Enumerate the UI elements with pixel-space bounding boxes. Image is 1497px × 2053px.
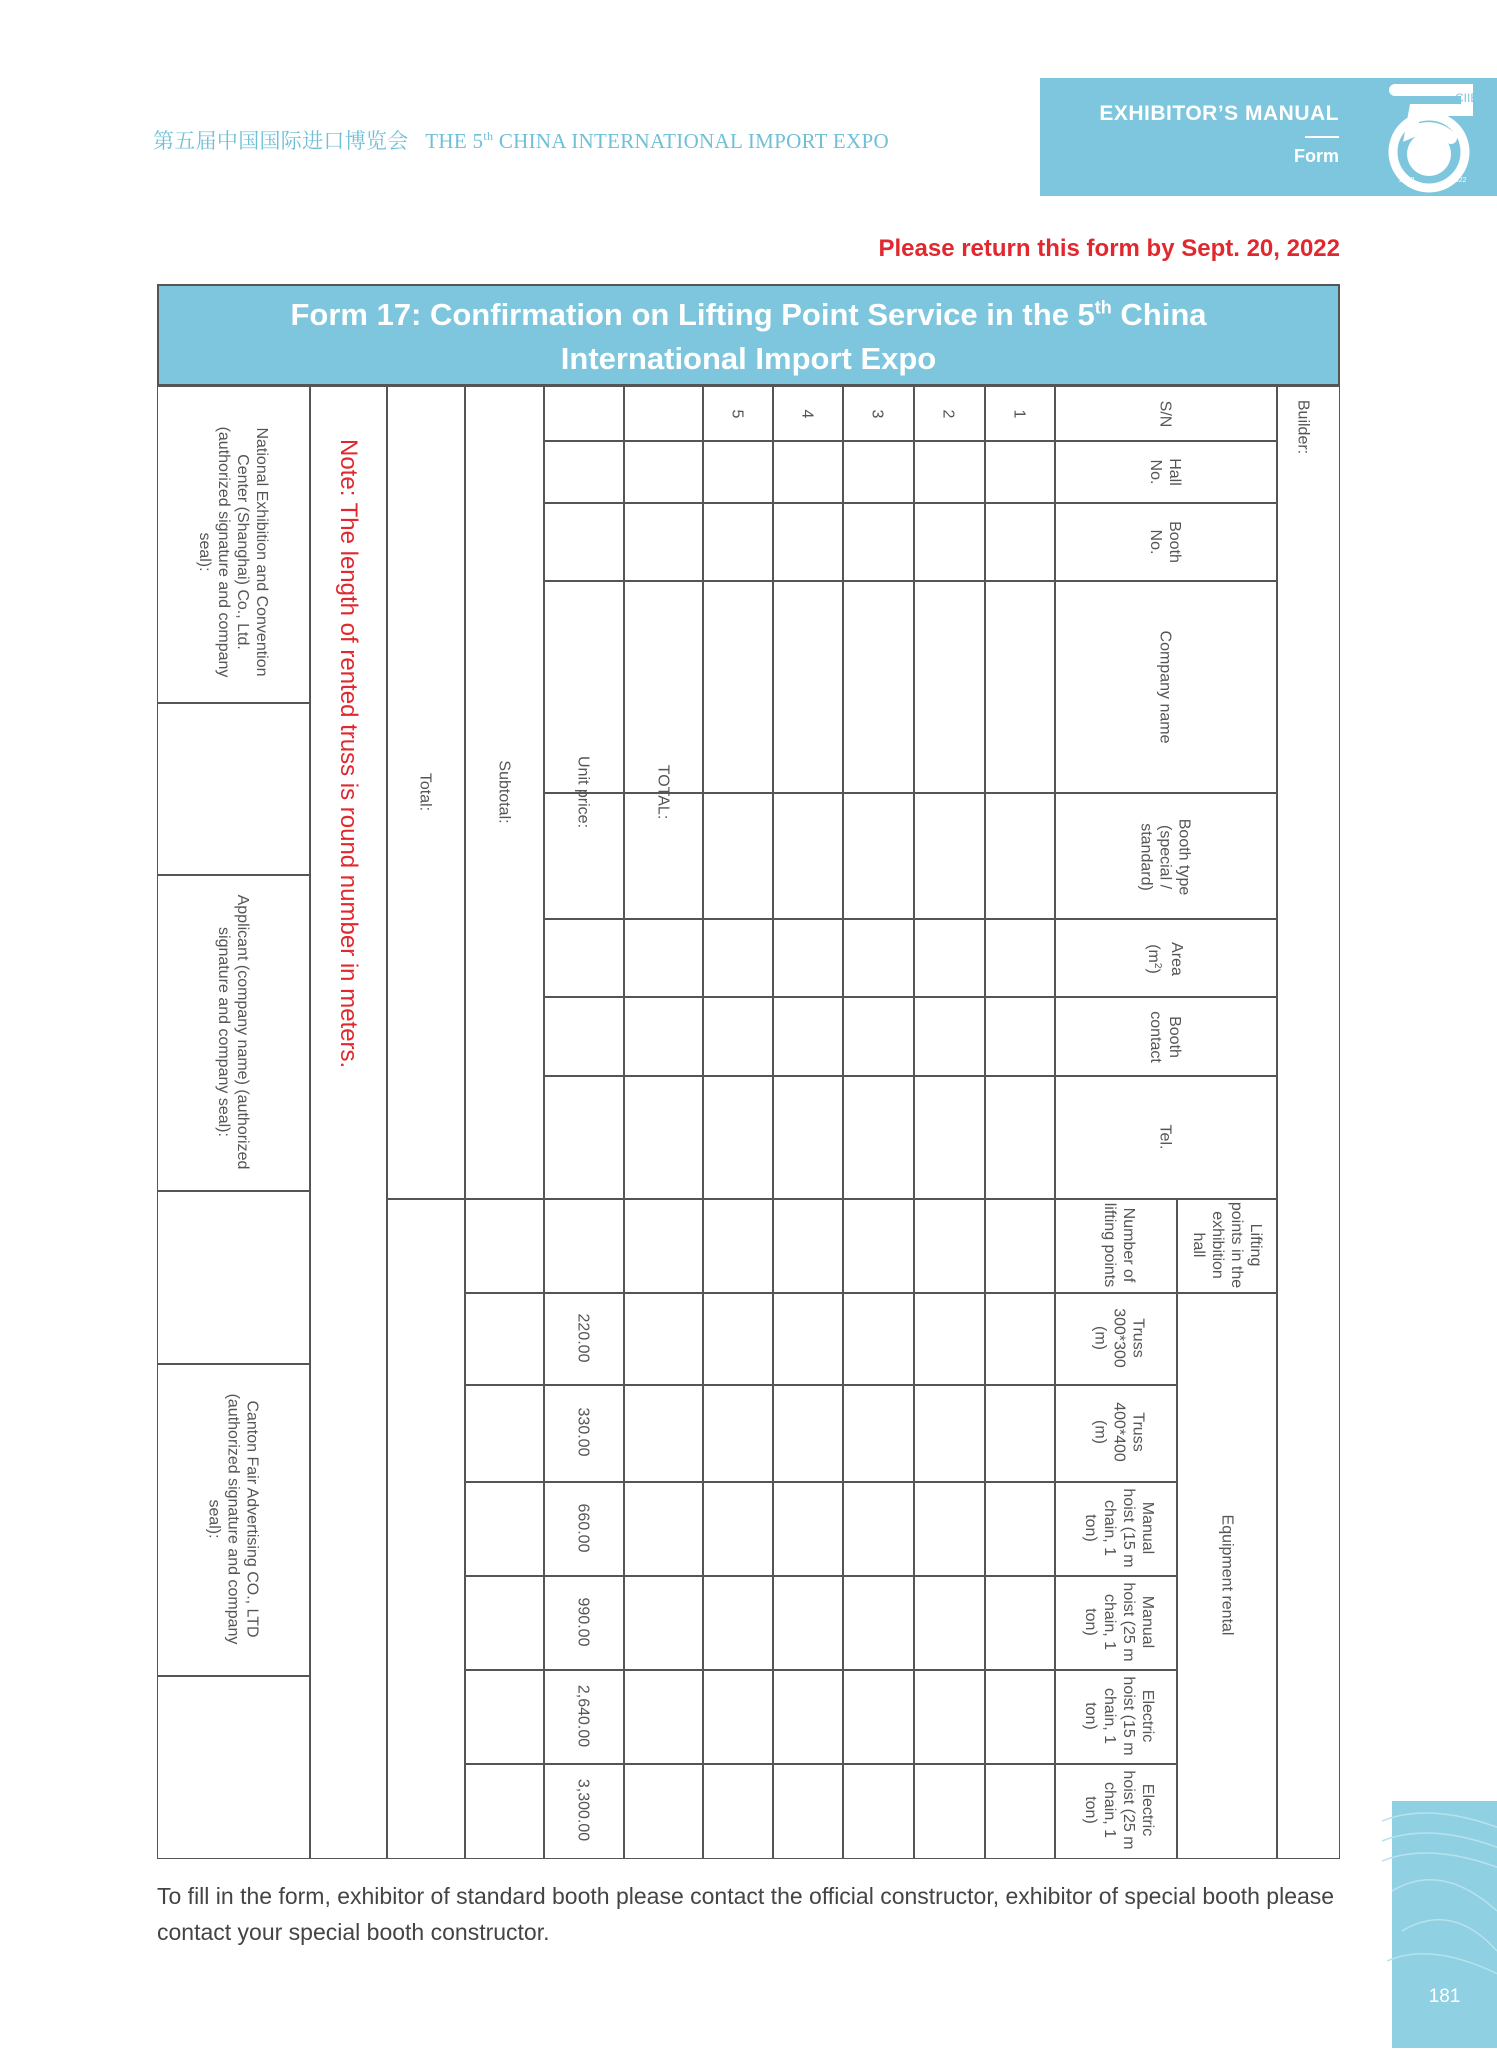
page-number: 181: [1428, 1986, 1461, 2007]
col-header-number-of-lifting-points: Number of lifting points: [1101, 1202, 1137, 1288]
section-label: Form: [1294, 146, 1339, 166]
row-number-1: 1: [1010, 409, 1028, 419]
col-header-company-name: Company name: [1156, 630, 1174, 744]
col-header-area: Area $(m^2)$: [1144, 942, 1186, 976]
unit-price-label: Unit price:: [574, 755, 592, 829]
col-header-truss-400: Truss 400*400 (m): [1091, 1402, 1147, 1462]
ciie-logo-icon: [1375, 82, 1479, 194]
lifting-point-form-table: [157, 386, 1340, 1859]
row-number-3: 3: [868, 409, 886, 419]
row-number-4: 4: [798, 409, 816, 419]
col-header-manual-hoist-25: Manual hoist (25 m chain, 1 ton): [1082, 1582, 1156, 1662]
signature-necc: National Exhibition and Convention Center (Shanghai) Co., Ltd. (authorized signature and company seal):: [196, 426, 270, 678]
unit-price-truss-400: 330.00: [574, 1407, 592, 1457]
col-header-hall-no: Hall No.: [1147, 458, 1183, 486]
logo-year-left: 2022: [1399, 177, 1415, 184]
unit-price-manual-hoist-25: 990.00: [574, 1597, 592, 1647]
total-label: TOTAL:: [654, 764, 672, 820]
header-en-title: THE 5th CHINA INTERNATIONAL IMPORT EXPO: [425, 129, 889, 153]
expo-header-title: [153, 125, 889, 155]
col-header-manual-hoist-15: Manual hoist (15 m chain, 1 ton): [1082, 1488, 1156, 1568]
row-number-2: 2: [939, 409, 957, 419]
signature-canton-fair: Canton Fair Advertising CO., LTD (authorized signature and company seal):: [205, 1393, 261, 1645]
builder-label: Builder:: [1294, 399, 1312, 455]
unit-price-electric-hoist-15: 2,640.00: [574, 1684, 592, 1748]
col-header-electric-hoist-25: Electric hoist (25 m chain, 1 ton): [1082, 1770, 1156, 1850]
subtotal-label: Subtotal:: [495, 760, 513, 824]
col-header-tel: Tel.: [1156, 1124, 1174, 1150]
logo-text: CIIE: [1455, 91, 1479, 105]
form-title-line1: Form 17: Confirmation on Lifting Point Service in the 5th China: [290, 297, 1207, 332]
header-cn-title: 第五届中国国际进口博览会: [153, 129, 409, 153]
col-header-lifting-points: Lifting points in the exhibition hall: [1190, 1201, 1264, 1289]
col-header-sn: S/N: [1156, 400, 1174, 428]
col-header-booth-type: Booth type (special / standard): [1137, 818, 1193, 896]
logo-year-right: 2022: [1451, 177, 1467, 184]
decorative-pattern: [1392, 1801, 1497, 2048]
unit-price-manual-hoist-15: 660.00: [574, 1503, 592, 1553]
row-number-5: 5: [728, 409, 746, 419]
col-header-booth-contact: Booth contact: [1147, 1011, 1183, 1063]
unit-price-electric-hoist-25: 3,300.00: [574, 1778, 592, 1842]
col-header-truss-300: Truss 300*300 (m): [1091, 1308, 1147, 1368]
col-header-electric-hoist-15: Electric hoist (15 m chain, 1 ton): [1082, 1676, 1156, 1756]
manual-label: EXHIBITOR’S MANUAL: [1099, 102, 1339, 125]
col-header-booth-no: Booth No.: [1147, 521, 1183, 563]
form-title-line2: International Import Expo: [560, 341, 937, 376]
truss-length-note: Note: The length of rented truss is round number in meters.: [335, 439, 362, 1069]
footer-note: To fill in the form, exhibitor of standard booth please contact the official constructor, exhibitor of special booth please contact your special booth constructor.: [157, 1883, 1335, 1945]
form-title: [157, 284, 1340, 386]
grand-total-label: Total:: [416, 772, 434, 812]
col-header-equipment-rental: Equipment rental: [1218, 1514, 1236, 1636]
header-rule: [1305, 136, 1339, 138]
return-deadline-note: Please return this form by Sept. 20, 2022: [878, 235, 1340, 262]
unit-price-truss-300: 220.00: [574, 1313, 592, 1363]
signature-applicant: Applicant (company name) (authorized signature and company seal):: [215, 894, 251, 1170]
